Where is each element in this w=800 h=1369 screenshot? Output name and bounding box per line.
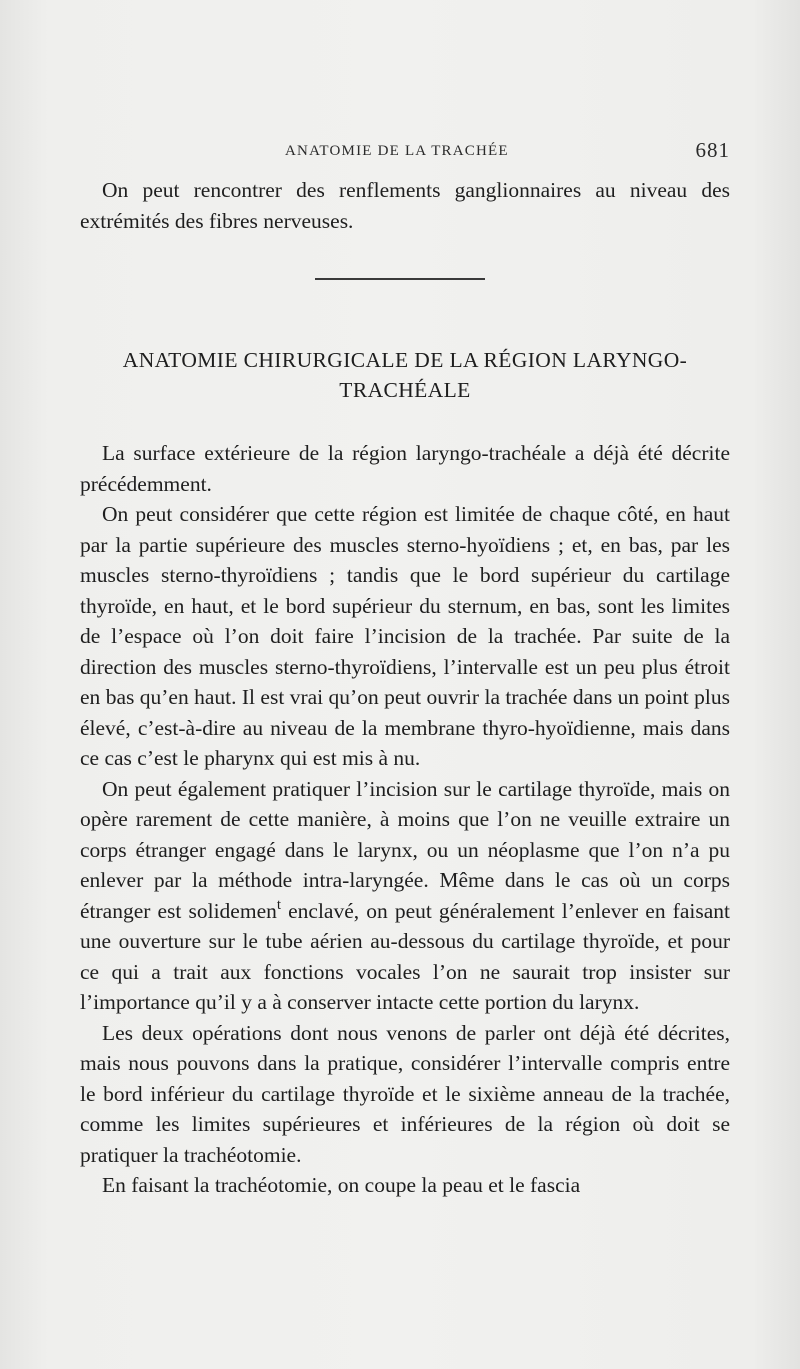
section-body — [80, 438, 730, 1201]
paragraph-4: Les deux opérations dont nous venons de parler ont déjà été décrites, mais nous pouvons dans la pratique, considérer l’intervalle compris entre le bord inférieur du cartilage thyroïde et le sixième anneau de la trachée, comme les limites supérieures et inférieures de la région où doit se pratiquer la trachéotomie. — [80, 1020, 730, 1167]
paragraph-ganglions: On peut rencontrer des renflements ganglionnaires au niveau des extrémités des fibres nerveuses. — [80, 178, 730, 233]
intro-text — [80, 175, 730, 236]
paragraph-3-part-2: enclavé, on peut généralement l’enlever en faisant une ouverture sur le tube aérien au-dessous du cartilage thyroïde, et pour ce qui a trait aux fonctions vocales l’on ne saurait trop insister sur l’importance qu’il y a à conserver intacte cette portion du larynx. — [80, 898, 730, 1014]
section-heading: ANATOMIE CHIRURGICALE DE LA RÉGION LARYNGO-TRACHÉALE — [122, 348, 688, 402]
paragraph-2: On peut considérer que cette région est limitée de chaque côté, en haut par la partie supérieure des muscles sterno-hyoïdiens ; et, en bas, par les muscles sterno-thyroïdiens ; tandis que le bord supérieur du cartilage thyroïde, en haut, et le bord supérieur du sternum, en bas, sont les limites de l’espace où l’on doit faire l’incision de la trachée. Par suite de la direction des muscles sterno-thyroïdiens, l’intervalle est un peu plus étroit en bas qu’en haut. Il est vrai qu’on peut ouvrir la trachée dans un point plus élevé, c’est-à-dire au niveau de la membrane thyro-hyoïdienne, mais dans ce cas c’est le pharynx qui est mis à nu. — [80, 502, 730, 770]
section-divider — [315, 278, 485, 280]
paragraph-3-part-1: On peut également pratiquer l’incision sur le cartilage thyroïde, mais on opère rarement de cette manière, à moins que l’on ne veuille extraire un corps étranger engagé dans le larynx, ou un néoplasme que l’on n’a pu enlever par la méthode intra-laryngée. Même dans le cas où un corps étranger est solidemen — [80, 776, 730, 923]
paragraph-5: En faisant la trachéotomie, on coupe la peau et le fascia — [102, 1173, 581, 1197]
page-header — [80, 138, 730, 168]
superscript-letter: t — [276, 896, 282, 913]
running-title: ANATOMIE DE LA TRACHÉE — [285, 143, 509, 159]
paragraph-3 — [80, 774, 730, 1018]
paragraph-1: La surface extérieure de la région laryngo-trachéale a déjà été décrite précédemment. — [80, 441, 730, 496]
page-number: 681 — [695, 138, 730, 162]
